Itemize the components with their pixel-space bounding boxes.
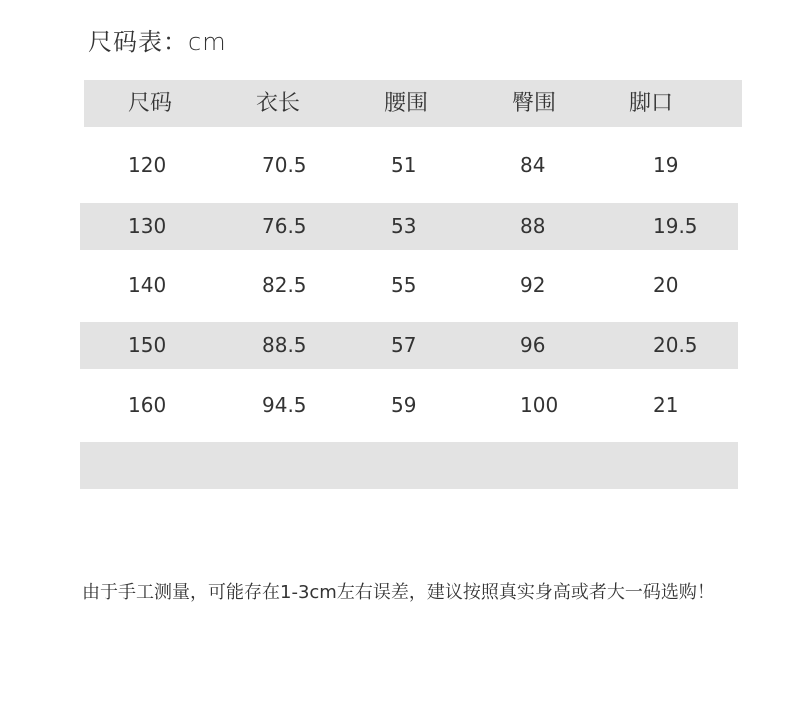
header-waist: 腰围 xyxy=(384,91,429,116)
cell-waist: 59 xyxy=(391,393,417,417)
table-row-empty xyxy=(80,442,738,489)
cell-hip: 88 xyxy=(520,214,546,238)
cell-waist: 53 xyxy=(391,214,417,238)
cell-size: 160 xyxy=(128,393,167,417)
cell-hip: 92 xyxy=(520,273,546,297)
header-hip: 臀围 xyxy=(512,91,557,116)
cell-size: 150 xyxy=(128,333,167,357)
cell-size: 130 xyxy=(128,214,167,238)
cell-hip: 96 xyxy=(520,333,546,357)
table-row xyxy=(80,322,738,369)
table-header-row xyxy=(84,80,742,127)
cell-waist: 55 xyxy=(391,273,417,297)
cell-hem: 19.5 xyxy=(653,214,698,238)
cell-length: 82.5 xyxy=(262,273,307,297)
cell-length: 94.5 xyxy=(262,393,307,417)
header-size: 尺码 xyxy=(128,91,173,116)
cell-length: 76.5 xyxy=(262,214,307,238)
measurement-note: 由于手工测量，可能存在1-3cm左右误差，建议按照真实身高或者大一码选购！ xyxy=(82,582,715,603)
table-row xyxy=(80,203,738,250)
cell-hip: 84 xyxy=(520,153,546,177)
cell-size: 120 xyxy=(128,153,167,177)
cell-hem: 20 xyxy=(653,273,679,297)
cell-length: 70.5 xyxy=(262,153,307,177)
cell-waist: 57 xyxy=(391,333,417,357)
cell-hem: 20.5 xyxy=(653,333,698,357)
table-row xyxy=(80,142,738,189)
header-hem: 脚口 xyxy=(629,91,674,116)
cell-waist: 51 xyxy=(391,153,417,177)
cell-size: 140 xyxy=(128,273,167,297)
cell-hem: 21 xyxy=(653,393,679,417)
cell-length: 88.5 xyxy=(262,333,307,357)
table-row xyxy=(80,382,738,429)
header-length: 衣长 xyxy=(256,91,301,116)
table-row xyxy=(80,262,738,309)
cell-hem: 19 xyxy=(653,153,679,177)
size-chart-title: 尺码表：cm xyxy=(88,28,227,56)
cell-hip: 100 xyxy=(520,393,559,417)
